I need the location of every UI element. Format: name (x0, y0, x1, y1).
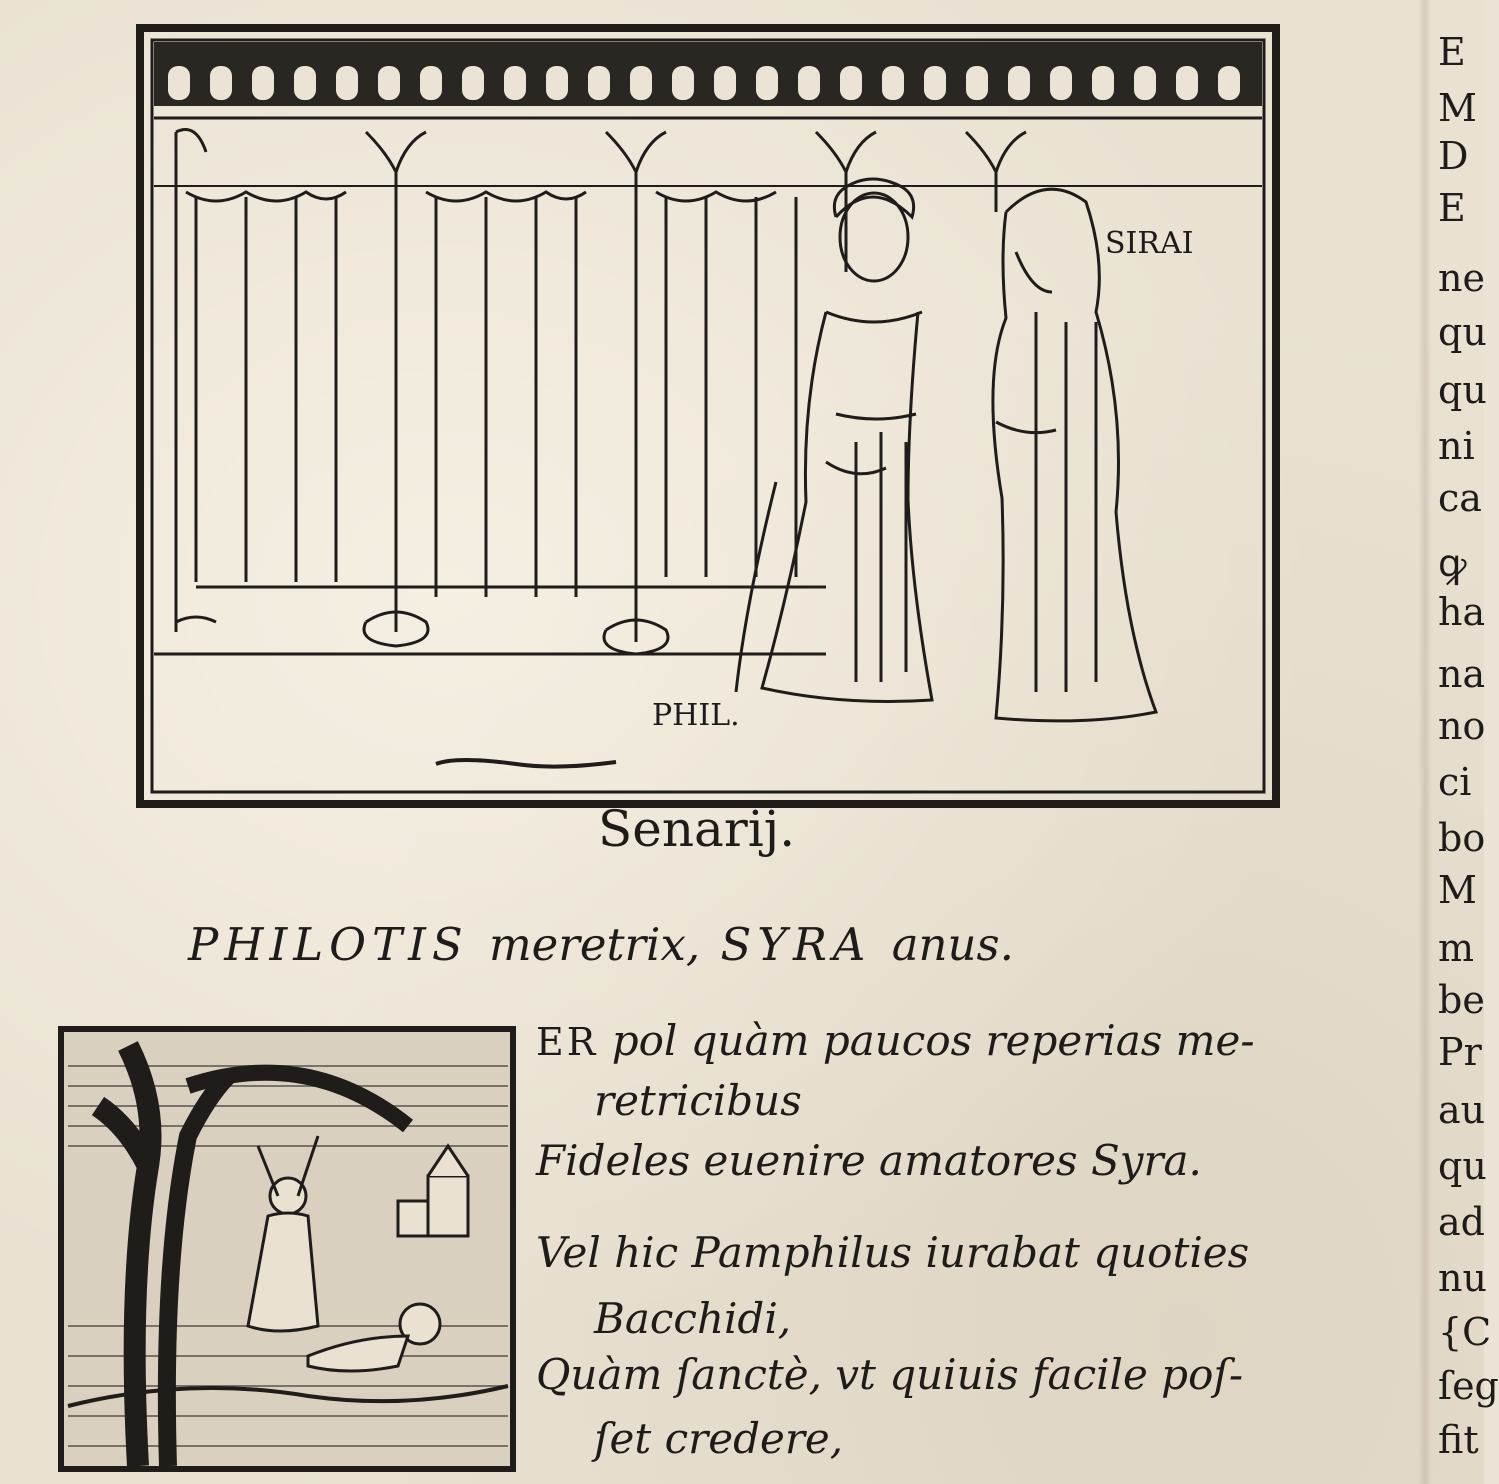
adjacent-line: nu (1438, 1256, 1487, 1300)
character-role-2: anus. (891, 918, 1014, 971)
adjacent-page-column (1434, 0, 1499, 1484)
adjacent-line: bo (1438, 816, 1486, 860)
verse-line-1-text: pol quàm paucos reperias me- (611, 1016, 1255, 1065)
adjacent-line: qu (1438, 310, 1487, 354)
character-name-1: PHILOTIS (188, 918, 469, 971)
character-role-1: meretrix, (489, 918, 701, 971)
adjacent-line: {C (1438, 1310, 1492, 1354)
verse-initial: ER (536, 1020, 599, 1064)
verse-line-3: Fideles euenire amatores Syra. (536, 1136, 1202, 1185)
cast-list (188, 918, 1014, 971)
adjacent-line: E (1438, 186, 1466, 230)
verse-line-2: retricibus (594, 1076, 802, 1125)
adjacent-line: ca (1438, 476, 1482, 520)
adjacent-line: ci (1438, 760, 1472, 804)
adjacent-line: E (1438, 30, 1466, 74)
adjacent-line: ni (1438, 424, 1475, 468)
woodcut-illustration-top (136, 22, 1280, 814)
adjacent-line: M (1438, 868, 1477, 912)
woodcut-label-sirai: SIRAI (1105, 226, 1194, 261)
adjacent-line: no (1438, 704, 1486, 748)
verse-line-5: Bacchidi, (594, 1294, 792, 1343)
adjacent-line: qu (1438, 1144, 1487, 1188)
adjacent-line: au (1438, 1088, 1486, 1132)
adjacent-line: ꝙ (1438, 541, 1467, 585)
adjacent-line: na (1438, 652, 1486, 696)
adjacent-line: M (1438, 86, 1477, 130)
woodcut-scene-svg (136, 22, 1280, 814)
verse-line-4: Vel hic Pamphilus iurabat quoties (536, 1228, 1250, 1277)
verse-line-1 (536, 1016, 1255, 1065)
section-heading: Senarij. (598, 800, 796, 858)
adjacent-line: be (1438, 978, 1485, 1022)
adjacent-line: ha (1438, 590, 1486, 634)
verse-line-6: Quàm ſanctè, vt quiuis facile poſ- (536, 1350, 1244, 1399)
adjacent-line: ad (1438, 1200, 1485, 1244)
verse-line-7: ſet credere, (594, 1414, 844, 1463)
adjacent-line: fit (1438, 1418, 1479, 1462)
woodcut-initial-illustration (58, 1026, 516, 1472)
adjacent-line: ne (1438, 256, 1485, 300)
adjacent-line: D (1438, 134, 1469, 178)
woodcut-label-phil: PHIL. (652, 698, 740, 733)
character-name-2: SYRA (720, 918, 872, 971)
adjacent-line: m (1438, 926, 1475, 970)
adjacent-line: Pr (1438, 1030, 1482, 1074)
woodcut-initial-svg (58, 1026, 516, 1472)
page-gutter (1418, 0, 1432, 1484)
adjacent-line: qu (1438, 368, 1487, 412)
adjacent-line: ſeg (1438, 1364, 1499, 1408)
